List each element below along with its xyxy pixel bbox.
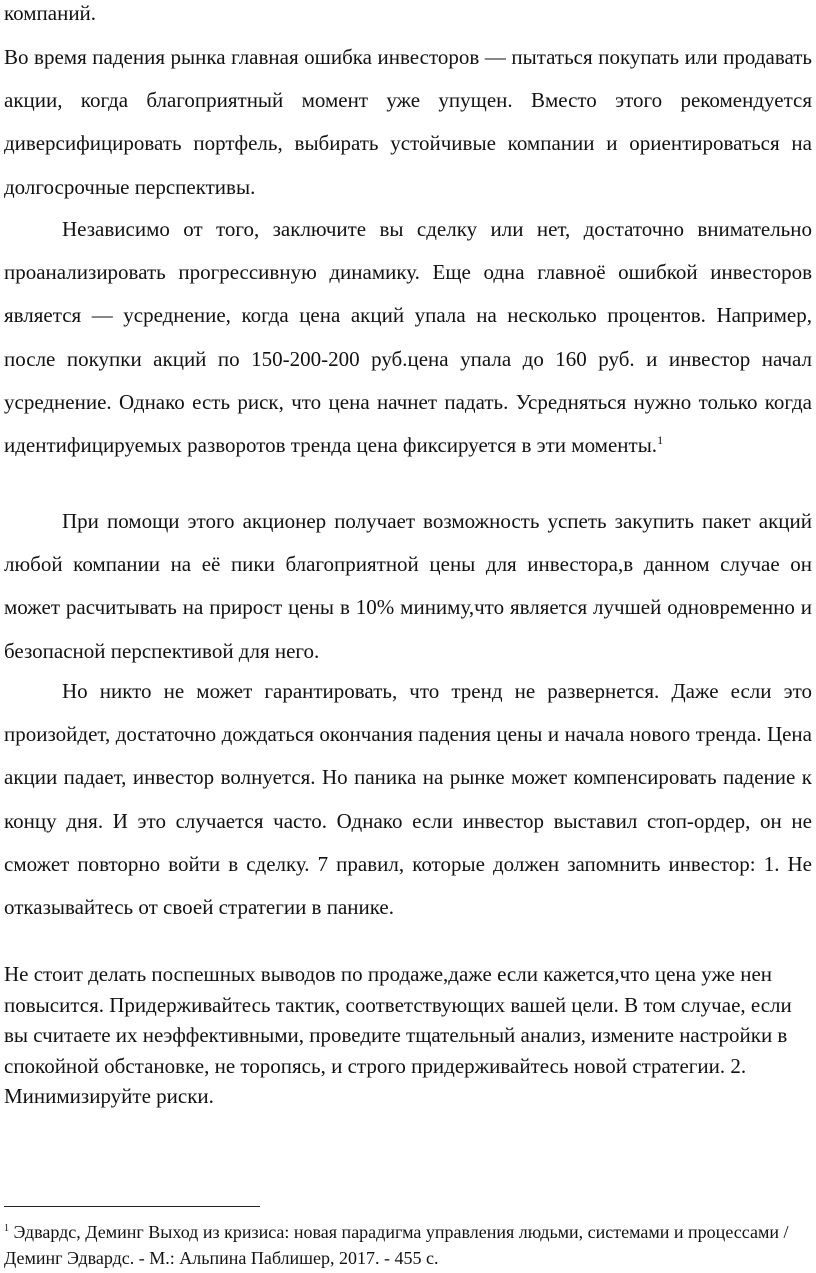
footnote — [4, 1219, 812, 1271]
footnote-reference[interactable]: 1 — [657, 433, 664, 448]
paragraph-3: При помощи этого акционер получает возможность успеть закупить пакет акций любой компании на её пики благоприятной цены для инвестора,в данном случае он может расчитывать на прирост цены в 10% миниму,что является лучшей одновременно и безопасной перспективой для него. — [4, 509, 812, 663]
paragraph-1: Во время падения рынка главная ошибка инвесторов — пытаться покупать или продавать акции, когда благоприятный момент уже упущен. Вместо этого рекомендуется диверсифицировать портфель, выбирать устойчивые компании и ориентироваться на долгосрочные перспективы. — [4, 45, 812, 199]
paragraph-5: Не стоит делать поспешных выводов по продаже,даже если кажется,что цена уже нен повысится. Придерживайтесь тактик, соответствующих вашей цели. В том случае, если вы считаете их неэффективными, проведите тщательный анализ, измените настройки в спокойной обстановке, не торопясь, и строго придерживайтесь новой стратегии. 2. Минимизируйте риски. — [4, 962, 792, 1108]
footnote-text: Эдвардс, Деминг Выход из кризиса: новая парадигма управления людьми, системами и процессами / Деминг Эдвардс. - М.: Альпина Паблишер, 2017. - 455 с. — [4, 1222, 789, 1268]
paragraph-4: Но никто не может гарантировать, что тренд не развернется. Даже если это произойдет, достаточно дождаться окончания падения цены и начала нового тренда. Цена акции падает, инвестор волнуется. Но паника на рынке может компенсировать падение к концу дня. И это случается часто. Однако если инвестор выставил стоп-ордер, он не сможет повторно войти в сделку. 7 правил, которые должен запомнить инвестор: 1. Не отказывайтесь от своей стратегии в панике. — [4, 679, 812, 920]
footnote-marker: 1 — [4, 1223, 9, 1234]
paragraph-continuation: компаний. — [4, 1, 97, 25]
paragraph-2 — [4, 208, 812, 467]
paragraph-2-text: Независимо от того, заключите вы сделку или нет, достаточно внимательно проанализировать прогрессивную динамику. Еще одна главноё ошибкой инвесторов является — усреднение, когда цена акций упала на несколько процентов. Например, после покупки акций по 150-200-200 руб.цена упала до 160 руб. и инвестор начал усреднение. Однако есть риск, что цена начнет падать. Усредняться нужно только когда идентифицируемых разворотов тренда цена фиксируется в эти моменты. — [4, 217, 812, 458]
footnote-separator — [4, 1206, 260, 1207]
